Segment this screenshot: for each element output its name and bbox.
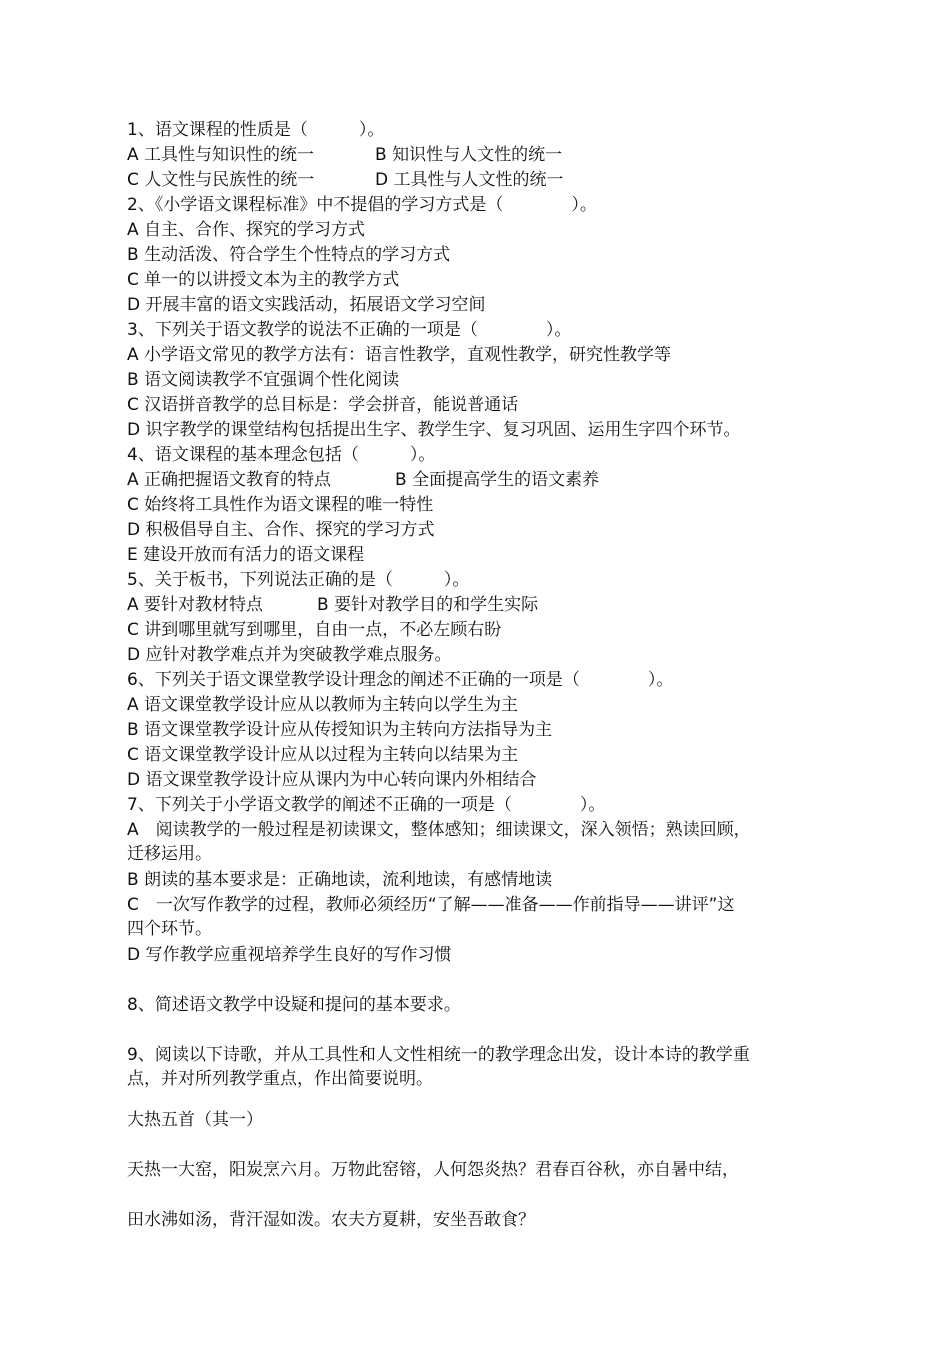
q6-option-d: D 语文课堂教学设计应从课内为中心转向课内外相结合 <box>127 770 537 790</box>
q4-option-d: D 积极倡导自主、合作、探究的学习方式 <box>127 520 435 540</box>
q9-stem-continued: 点，并对所列教学重点，作出简要说明。 <box>127 1069 433 1089</box>
q6-option-b: B 语文课堂教学设计应从传授知识为主转向方法指导为主 <box>127 720 553 740</box>
q7-option-b: B 朗读的基本要求是：正确地读，流利地读，有感情地读 <box>127 870 553 890</box>
q7-option-a: A 阅读教学的一般过程是初读课文，整体感知；细读课文，深入领悟；熟读回顾， <box>127 820 751 840</box>
q5-option-a: A 要针对教材特点 <box>127 595 264 615</box>
q1-option-b: B 知识性与人文性的统一 <box>375 145 563 165</box>
q7-option-c: C 一次写作教学的过程，教师必须经历“了解——准备——作前指导——讲评”这 <box>127 895 735 915</box>
q1-row1 <box>127 144 563 166</box>
q2-option-a: A 自主、合作、探究的学习方式 <box>127 220 366 240</box>
q1-option-d: D 工具性与人文性的统一 <box>375 170 564 190</box>
q3-option-d: D 识字教学的课堂结构包括提出生字、教学生字、复习巩固、运用生字四个环节。 <box>127 420 741 440</box>
q6-option-c: C 语文课堂教学设计应从以过程为主转向以结果为主 <box>127 745 519 765</box>
q3-option-a: A 小学语文常见的教学方法有：语言性教学，直观性教学，研究性教学等 <box>127 345 672 365</box>
q5-row1 <box>127 594 539 616</box>
q7-option-d: D 写作教学应重视培养学生良好的写作习惯 <box>127 945 452 965</box>
q3-option-b: B 语文阅读教学不宜强调个性化阅读 <box>127 370 400 390</box>
q4-option-e: E 建设开放而有活力的语文课程 <box>127 545 365 565</box>
poem-line-2: 田水沸如汤，背汗湿如泼。农夫方夏耕，安坐吾敢食？ <box>127 1210 535 1230</box>
q7-stem: 7、下列关于小学语文教学的阐述不正确的一项是（ ）。 <box>127 795 606 815</box>
q9-stem: 9、阅读以下诗歌，并从工具性和人文性相统一的教学理念出发，设计本诗的教学重 <box>127 1045 750 1065</box>
poem-line-1: 天热一大窑，阳炭烹六月。万物此窑镕，人何怨炎热？君春百谷秋，亦自暑中结， <box>127 1160 739 1180</box>
q4-stem: 4、语文课程的基本理念包括（ ）。 <box>127 445 436 465</box>
q1-option-c: C 人文性与民族性的统一 <box>127 170 315 190</box>
q4-option-c: C 始终将工具性作为语文课程的唯一特性 <box>127 495 434 515</box>
q1-row2 <box>127 169 564 191</box>
poem-title: 大热五首（其一） <box>127 1110 263 1130</box>
q5-stem: 5、关于板书，下列说法正确的是（ ）。 <box>127 570 470 590</box>
q7-option-c-continued: 四个环节。 <box>127 919 212 939</box>
q6-stem: 6、下列关于语文课堂教学设计理念的阐述不正确的一项是（ ）。 <box>127 670 674 690</box>
q3-stem: 3、下列关于语文教学的说法不正确的一项是（ ）。 <box>127 320 572 340</box>
q4-option-a: A 正确把握语文教育的特点 <box>127 470 332 490</box>
q2-option-c: C 单一的以讲授文本为主的教学方式 <box>127 270 400 290</box>
q7-option-a-continued: 迁移运用。 <box>127 844 212 864</box>
q5-option-b: B 要针对教学目的和学生实际 <box>317 595 539 615</box>
q1-stem: 1、语文课程的性质是（ ）。 <box>127 120 385 140</box>
q2-option-b: B 生动活泼、符合学生个性特点的学习方式 <box>127 245 451 265</box>
q1-option-a: A 工具性与知识性的统一 <box>127 145 315 165</box>
q8-stem: 8、简述语文教学中设疑和提问的基本要求。 <box>127 995 461 1015</box>
q5-option-c: C 讲到哪里就写到哪里，自由一点，不必左顾右盼 <box>127 620 502 640</box>
q3-option-c: C 汉语拼音教学的总目标是：学会拼音，能说普通话 <box>127 395 519 415</box>
q4-row1 <box>127 469 600 491</box>
q2-option-d: D 开展丰富的语文实践活动，拓展语文学习空间 <box>127 295 486 315</box>
q6-option-a: A 语文课堂教学设计应从以教师为主转向以学生为主 <box>127 695 519 715</box>
q2-stem: 2、《小学语文课程标准》中不提倡的学习方式是（ ）。 <box>127 195 597 215</box>
q4-option-b: B 全面提高学生的语文素养 <box>395 470 600 490</box>
q5-option-d: D 应针对教学难点并为突破教学难点服务。 <box>127 645 452 665</box>
